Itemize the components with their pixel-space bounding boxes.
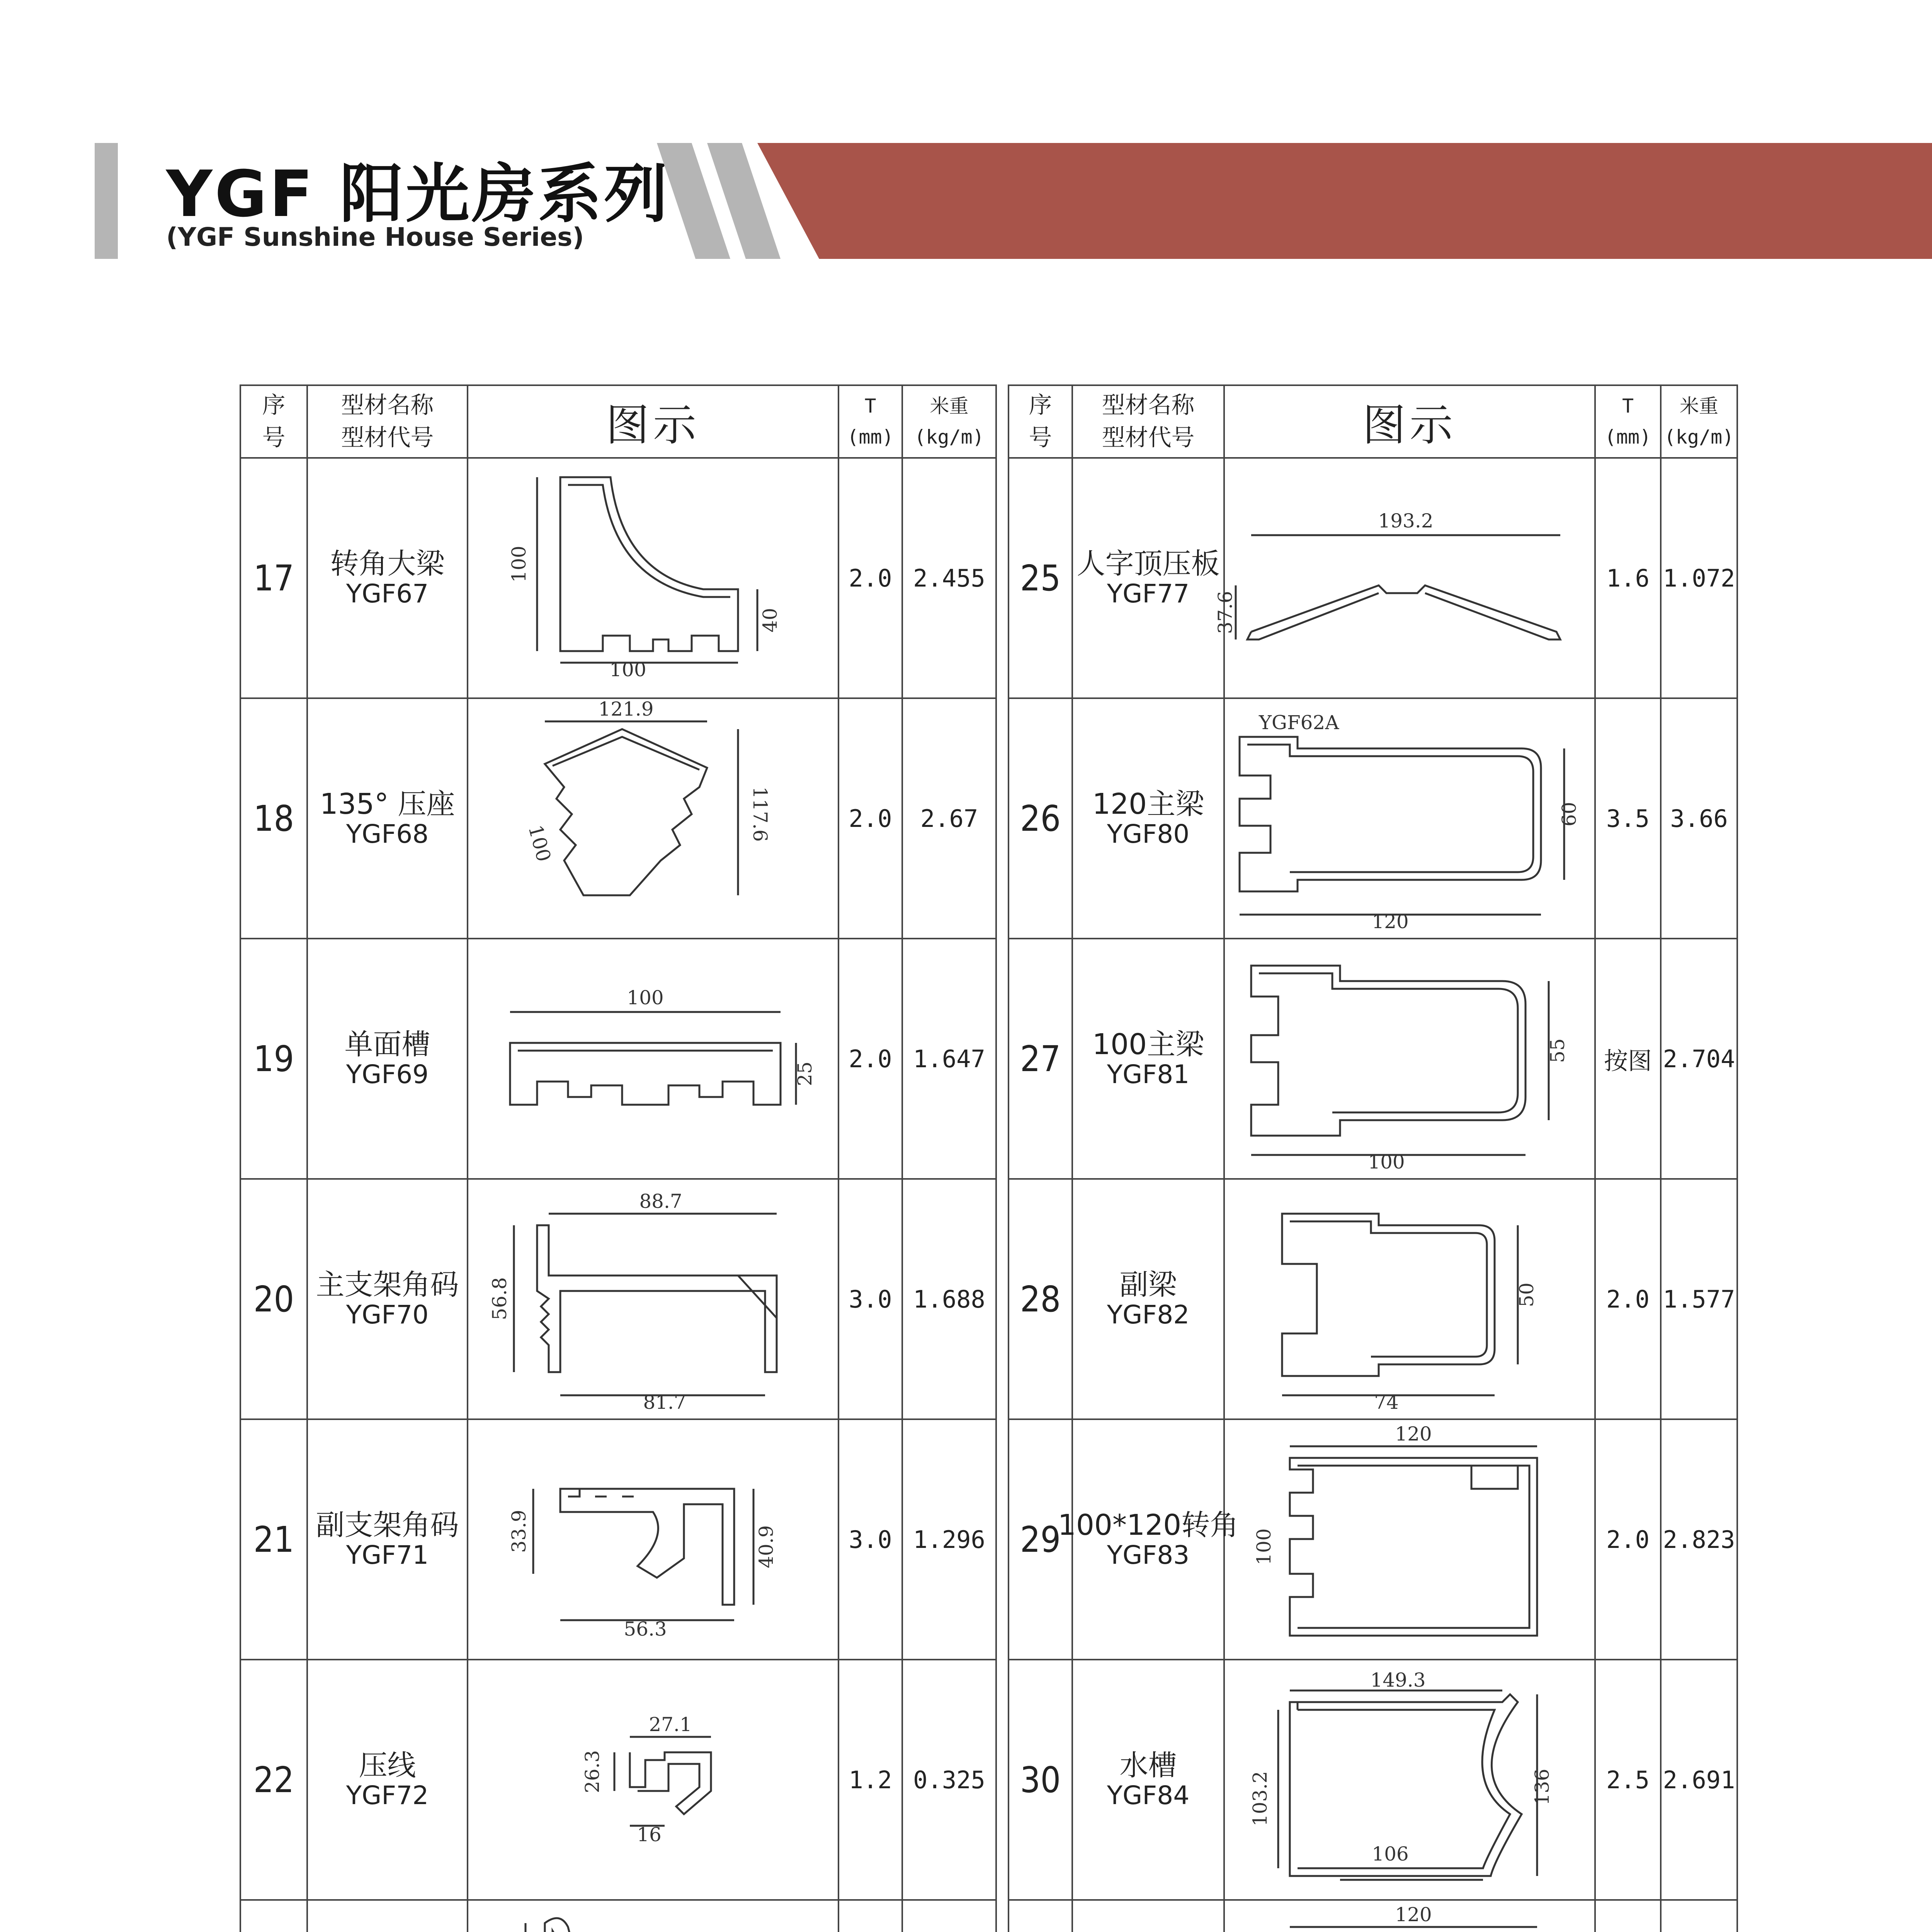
profile-drawing-ygf80 (1224, 698, 1595, 939)
col-header-weight-right: 米重 (kg/m) (1664, 395, 1734, 448)
col-header-t: T (mm) (847, 395, 894, 448)
thickness-value: 3.0 (849, 1525, 892, 1554)
profile-name-cell (1072, 1900, 1224, 1932)
thickness-value: 2.0 (1606, 1525, 1650, 1554)
dim-label: 88.7 (639, 1190, 682, 1213)
dim-label: 56.8 (488, 1277, 511, 1320)
weight-value: 0.325 (913, 1765, 985, 1794)
dim-label: 56.3 (624, 1618, 667, 1640)
thickness-value: 按图 (1604, 1046, 1652, 1075)
col-header-figure: 图示 (606, 400, 700, 451)
dim-label: 40 (759, 608, 781, 633)
profile-drawing-ygf60a (1224, 1900, 1595, 1932)
thickness-value: 2.0 (849, 804, 892, 833)
row-number: 18 (253, 798, 294, 839)
weight-value: 2.67 (920, 804, 978, 833)
dim-label: 136 (1531, 1769, 1553, 1806)
profile-name: 副梁 (1119, 1268, 1177, 1301)
profile-drawing-ygf69 (468, 939, 838, 1179)
profile-drawing-ygf71 (468, 1419, 838, 1660)
profile-drawing-ygf84 (1224, 1660, 1595, 1900)
dim-label: 117.6 (749, 786, 771, 842)
profile-code: YGF71 (346, 1540, 429, 1570)
dim-label: 149.3 (1370, 1669, 1426, 1691)
profile-name: 135° 压座 (320, 787, 455, 821)
row-number: 26 (1020, 798, 1061, 839)
profile-code: YGF67 (346, 579, 429, 609)
profile-code: YGF83 (1107, 1540, 1190, 1570)
dim-label: 74 (1374, 1391, 1399, 1413)
profile-code: YGF77 (1107, 579, 1190, 609)
weight-value: 2.823 (1663, 1525, 1735, 1554)
profile-name-cell (1058, 1419, 1239, 1660)
profile-drawing-ygf70 (468, 1179, 838, 1419)
dim-label: 16 (637, 1823, 662, 1846)
profile-code: YGF68 (346, 819, 429, 849)
dim-label: 103.2 (1249, 1771, 1271, 1827)
dim-label: 120 (1395, 1423, 1432, 1445)
dim-label: 25 (794, 1061, 816, 1086)
col-header-no-right: 序 号 (1029, 392, 1052, 451)
dim-label: 26.3 (581, 1750, 604, 1793)
profile-name-cell (307, 939, 468, 1179)
profile-name-cell (1072, 458, 1224, 698)
row-number: 22 (253, 1759, 294, 1801)
profile-name-cell (307, 698, 468, 939)
dim-label: 40.9 (755, 1525, 777, 1568)
profile-drawing-ygf67 (468, 458, 838, 698)
row-number: 29 (1020, 1519, 1061, 1560)
thickness-value: 2.5 (1606, 1765, 1650, 1794)
col-header-name: 型材名称 型材代号 (341, 392, 434, 451)
profile-drawing-ygf75 (468, 1900, 838, 1932)
profile-name: 转角大梁 (330, 547, 445, 580)
weight-value: 2.691 (1663, 1765, 1735, 1794)
thickness-value (838, 1900, 902, 1932)
profile-code: YGF69 (346, 1060, 429, 1089)
weight-value: 1.688 (913, 1285, 985, 1313)
profile-drawing-ygf72 (468, 1660, 838, 1900)
dim-label: 81.7 (643, 1391, 686, 1413)
page-title: YGF 阳光房系列 (166, 157, 670, 231)
profile-name: 主支架角码 (316, 1268, 459, 1301)
weight-value: 1.577 (1663, 1285, 1735, 1313)
profile-code: YGF84 (1107, 1781, 1190, 1810)
profile-name: 人字顶压板 (1077, 547, 1220, 580)
profile-name: 单面槽 (344, 1028, 430, 1061)
col-header-weight: 米重 (kg/m) (914, 395, 984, 448)
weight-value: 2.704 (1663, 1044, 1735, 1073)
row-number: 19 (253, 1038, 294, 1080)
row-number: 27 (1020, 1038, 1061, 1080)
dim-label: 100 (609, 658, 646, 681)
profile-drawing-ygf83 (1224, 1419, 1595, 1660)
dim-label: 27.1 (649, 1713, 692, 1736)
profile-name-cell (307, 1419, 468, 1660)
profile-name-cell (1072, 1179, 1224, 1419)
header-accent-band (757, 143, 1932, 259)
profile-name: 水槽 (1119, 1749, 1177, 1782)
thickness-value: 2.0 (849, 564, 892, 592)
profile-drawing-ygf77 (1214, 458, 1595, 698)
dim-label: 120 (1372, 910, 1409, 933)
profile-name-cell (1072, 1660, 1224, 1900)
profile-name: 副支架角码 (316, 1509, 459, 1542)
profile-drawing-ygf68 (468, 698, 838, 939)
profile-drawing-ygf82 (1224, 1179, 1595, 1419)
row-number: 17 (253, 557, 294, 599)
col-header-t-right: T (mm) (1604, 395, 1651, 448)
page-subtitle: (YGF Sunshine House Series) (166, 222, 584, 252)
profile-drawing-ygf81 (1224, 939, 1595, 1179)
thickness-value: 2.0 (1606, 1285, 1650, 1313)
weight-value: 3.66 (1670, 804, 1728, 833)
profile-name: 100*120转角 (1058, 1509, 1239, 1542)
dim-label: 106 (1372, 1843, 1409, 1865)
dim-label: YGF62A (1259, 711, 1339, 734)
dim-label: 33.9 (508, 1510, 530, 1553)
profile-code: YGF80 (1107, 819, 1190, 849)
profile-name-cell (1072, 939, 1224, 1179)
thickness-value: 1.6 (1606, 564, 1650, 592)
thickness-value: 1.2 (849, 1765, 892, 1794)
row-number: 25 (1020, 557, 1061, 599)
weight-value: 1.647 (913, 1044, 985, 1073)
col-header-name-right: 型材名称 型材代号 (1102, 392, 1195, 451)
dim-label: 55 (1546, 1038, 1569, 1063)
row-number (240, 1900, 307, 1932)
dim-label: 100 (1368, 1151, 1405, 1173)
profile-code: YGF72 (346, 1781, 429, 1810)
weight-value: 1.296 (913, 1525, 985, 1554)
profile-name: 100主梁 (1092, 1028, 1204, 1061)
thickness-value: 3.0 (849, 1285, 892, 1313)
dim-label: 121.9 (598, 698, 654, 720)
dim-label: 100 (524, 823, 555, 864)
profile-name: 压线 (359, 1749, 416, 1782)
weight-value (1661, 1900, 1737, 1932)
col-header-no: 序 号 (262, 392, 286, 451)
row-number: 21 (253, 1519, 294, 1560)
profile-name-cell (1072, 698, 1224, 939)
dim-label: 120 (1395, 1903, 1432, 1926)
thickness-value: 2.0 (849, 1044, 892, 1073)
thickness-value (1595, 1900, 1661, 1932)
weight-value: 1.072 (1663, 564, 1735, 592)
profile-name-cell (307, 1179, 468, 1419)
thickness-value: 3.5 (1606, 804, 1650, 833)
profile-name: 120主梁 (1092, 787, 1204, 821)
dim-label: 50 (1515, 1282, 1538, 1307)
row-number: 30 (1020, 1759, 1061, 1801)
dim-label: 60 (1558, 802, 1580, 827)
row-number (1009, 1900, 1072, 1932)
dim-label: 37.6 (1214, 591, 1236, 634)
profile-code: YGF70 (346, 1300, 429, 1330)
dim-label: 193.2 (1378, 510, 1434, 532)
profile-name-cell (307, 1900, 468, 1932)
header-gray-bar (95, 143, 118, 259)
dim-label: 100 (627, 986, 664, 1009)
profile-code: YGF82 (1107, 1300, 1190, 1330)
weight-value: 2.455 (913, 564, 985, 592)
row-number: 28 (1020, 1278, 1061, 1320)
dim-label: 100 (1253, 1528, 1275, 1565)
profile-name-cell (307, 458, 468, 698)
row-number: 20 (253, 1278, 294, 1320)
col-header-figure-right: 图示 (1362, 400, 1457, 451)
profile-code: YGF81 (1107, 1060, 1190, 1089)
dim-label: 100 (508, 546, 530, 583)
weight-value (902, 1900, 996, 1932)
profile-name-cell (307, 1660, 468, 1900)
